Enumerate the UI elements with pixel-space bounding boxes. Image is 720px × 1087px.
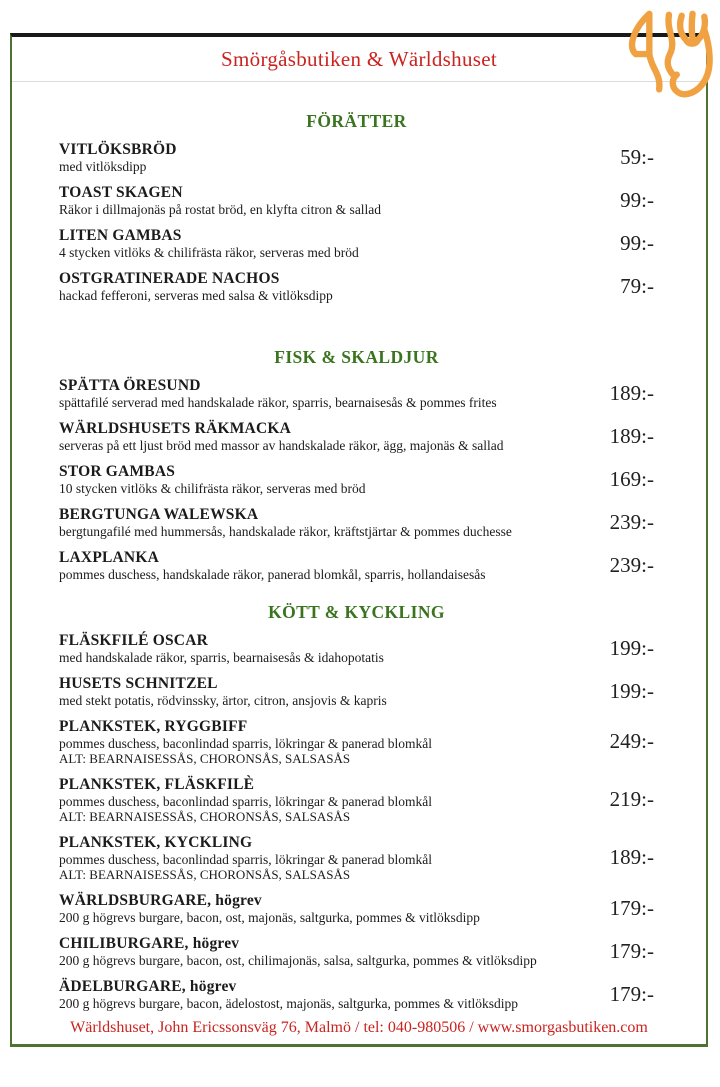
item-name: STOR GAMBAS <box>59 463 176 480</box>
item-name: WÄRLDSBURGARE, högrev <box>59 892 262 909</box>
item-text <box>59 833 576 882</box>
menu-item <box>59 934 654 968</box>
item-description: spättafilé serverad med handskalade räkor, sparris, bearnaisesås & pommes frites <box>59 395 497 410</box>
menu-item <box>59 505 654 539</box>
item-text <box>59 140 576 174</box>
item-text <box>59 183 576 217</box>
item-description: bergtungafilé med hummersås, handskalade räkor, kräftstjärtar & pommes duchesse <box>59 524 512 539</box>
item-name: PLANKSTEK, FLÄSKFILÈ <box>59 776 255 793</box>
item-price: 99:- <box>620 230 654 255</box>
item-text <box>59 631 576 665</box>
section-title: FÖRÄTTER <box>306 111 407 131</box>
item-price: 199:- <box>609 635 654 660</box>
item-name: VITLÖKSBRÖD <box>59 141 177 158</box>
item-description: 4 stycken vitlöks & chilifrästa räkor, serveras med bröd <box>59 245 359 260</box>
item-name: PLANKSTEK, KYCKLING <box>59 834 253 851</box>
menu-item <box>59 183 654 217</box>
item-description: 200 g högrevs burgare, bacon, ost, chilimajonäs, salsa, saltgurka, pommes & vitlöksdipp <box>59 953 537 968</box>
item-price: 99:- <box>620 187 654 212</box>
item-name: HUSETS SCHNITZEL <box>59 675 218 692</box>
menu-item <box>59 140 654 174</box>
menu-item <box>59 775 654 824</box>
menu-box <box>10 33 708 1047</box>
section-title: FISK & SKALDJUR <box>274 347 439 367</box>
item-name: BERGTUNGA WALEWSKA <box>59 506 259 523</box>
item-price: 249:- <box>609 729 654 753</box>
item-name: TOAST SKAGEN <box>59 184 183 201</box>
section-forratter <box>59 111 654 303</box>
item-price: 189:- <box>609 423 654 448</box>
item-price: 239:- <box>609 552 654 577</box>
item-description: serveras på ett ljust bröd med massor av handskalade räkor, ägg, majonäs & sallad <box>59 438 504 453</box>
item-name: FLÄSKFILÉ OSCAR <box>59 632 208 649</box>
menu-item <box>59 462 654 496</box>
item-alt-sauces: ALT: BEARNAISESSÅS, CHORONSÅS, SALSASÅS <box>59 809 351 824</box>
section-title: KÖTT & KYCKLING <box>268 602 445 622</box>
item-text <box>59 505 576 539</box>
item-price: 169:- <box>609 466 654 491</box>
item-text <box>59 376 576 410</box>
item-alt-sauces: ALT: BEARNAISESSÅS, CHORONSÅS, SALSASÅS <box>59 751 351 766</box>
menu-item <box>59 548 654 582</box>
menu-item <box>59 419 654 453</box>
menu-item <box>59 226 654 260</box>
menu-item <box>59 977 654 1011</box>
item-price: 179:- <box>609 895 654 920</box>
item-price: 239:- <box>609 509 654 534</box>
item-description: 10 stycken vitlöks & chilifrästa räkor, serveras med bröd <box>59 481 366 496</box>
item-text <box>59 462 576 496</box>
item-description: 200 g högrevs burgare, bacon, ädelostost, majonäs, saltgurka, pommes & vitlöksdipp <box>59 996 519 1011</box>
footer-contact: Wärldshuset, John Ericssonsväg 76, Malmö / tel: 040-980506 / www.smorgasbutiken.com <box>70 1019 648 1036</box>
item-price: 179:- <box>609 981 654 1006</box>
item-text <box>59 717 576 766</box>
item-text <box>59 891 576 925</box>
item-text <box>59 977 576 1011</box>
menu-header <box>12 37 706 82</box>
item-alt-sauces: ALT: BEARNAISESSÅS, CHORONSÅS, SALSASÅS <box>59 867 351 882</box>
item-text <box>59 269 576 303</box>
menu-item <box>59 717 654 766</box>
item-price: 59:- <box>620 144 654 169</box>
item-text <box>59 775 576 824</box>
item-text <box>59 674 576 708</box>
item-description: pommes duschess, handskalade räkor, panerad blomkål, sparris, hollandaisesås <box>59 567 486 582</box>
item-text <box>59 226 576 260</box>
item-description: med vitlöksdipp <box>59 159 147 174</box>
item-description: pommes duschess, baconlindad sparris, lökringar & panerad blomkål <box>59 736 433 751</box>
item-description: med handskalade räkor, sparris, bearnaisesås & idahopotatis <box>59 650 384 665</box>
item-description: Räkor i dillmajonäs på rostat bröd, en klyfta citron & sallad <box>59 202 382 217</box>
section-fisk-skaldjur <box>59 347 654 582</box>
item-description: med stekt potatis, rödvinssky, ärtor, citron, ansjovis & kapris <box>59 693 387 708</box>
menu-item <box>59 674 654 708</box>
item-description: pommes duschess, baconlindad sparris, lökringar & panerad blomkål <box>59 794 433 809</box>
item-name: PLANKSTEK, RYGGBIFF <box>59 718 248 735</box>
fork-and-knife-icon <box>618 2 715 110</box>
item-name: CHILIBURGARE, högrev <box>59 935 240 952</box>
menu-content <box>12 111 706 1011</box>
item-text <box>59 934 576 968</box>
item-price: 219:- <box>609 787 654 811</box>
item-name: OSTGRATINERADE NACHOS <box>59 270 280 287</box>
item-name: SPÄTTA ÖRESUND <box>59 377 201 394</box>
item-description: hackad fefferoni, serveras med salsa & vitlöksdipp <box>59 288 333 303</box>
restaurant-title: Smörgåsbutiken & Wärldshuset <box>221 46 497 71</box>
item-price: 79:- <box>620 273 654 298</box>
menu-item <box>59 833 654 882</box>
item-price: 199:- <box>609 678 654 703</box>
item-description: pommes duschess, baconlindad sparris, lökringar & panerad blomkål <box>59 852 433 867</box>
item-price: 179:- <box>609 938 654 963</box>
section-kott-kyckling <box>59 602 654 1011</box>
menu-item <box>59 376 654 410</box>
item-price: 189:- <box>609 380 654 405</box>
item-name: ÄDELBURGARE, högrev <box>59 978 237 995</box>
menu-item <box>59 631 654 665</box>
item-name: LAXPLANKA <box>59 549 159 566</box>
menu-item <box>59 269 654 303</box>
item-text <box>59 548 576 582</box>
item-description: 200 g högrevs burgare, bacon, ost, majonäs, saltgurka, pommes & vitlöksdipp <box>59 910 480 925</box>
menu-item <box>59 891 654 925</box>
item-name: LITEN GAMBAS <box>59 227 182 244</box>
item-name: WÄRLDSHUSETS RÄKMACKA <box>59 420 291 437</box>
item-price: 189:- <box>609 845 654 869</box>
item-text <box>59 419 576 453</box>
